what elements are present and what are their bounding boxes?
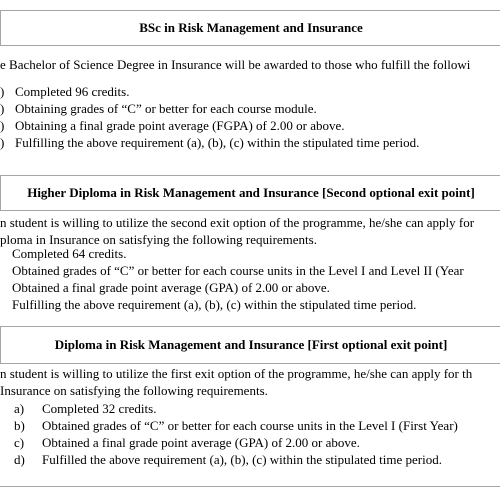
section-title: BSc in Risk Management and Insurance xyxy=(139,20,363,35)
section-divider xyxy=(0,486,500,487)
section-intro: Insurance on satisfying the following requirements. xyxy=(0,383,268,398)
list-item: Obtained a final grade point average (GPA) of 2.00 or above. xyxy=(12,280,330,295)
list-item: Completed 96 credits. xyxy=(15,84,130,99)
section-intro: e Bachelor of Science Degree in Insurance will be awarded to those who fulfill the followi xyxy=(0,57,471,72)
list-item: Obtaining a final grade point average (FGPA) of 2.00 or above. xyxy=(15,118,345,133)
list-item: Fulfilled the above requirement (a), (b), (c) within the stipulated time period. xyxy=(42,452,442,467)
section-header-bsc xyxy=(0,10,500,46)
list-marker: a) xyxy=(14,401,25,416)
list-marker: b) xyxy=(14,418,25,433)
section-header-higher-diploma xyxy=(0,175,500,211)
list-item: Fulfilling the above requirement (a), (b), (c) within the stipulated time period. xyxy=(15,135,420,150)
section-intro: ploma in Insurance on satisfying the following requirements. xyxy=(0,232,317,247)
section-intro: n student is willing to utilize the first exit option of the programme, he/she can apply for th xyxy=(0,366,473,381)
section-intro: n student is willing to utilize the second exit option of the programme, he/she can apply for xyxy=(0,215,475,230)
list-marker: c) xyxy=(14,435,25,450)
list-marker: ) xyxy=(0,135,5,150)
section-header-diploma xyxy=(0,326,500,364)
list-marker: d) xyxy=(14,452,25,467)
section-title: Higher Diploma in Risk Management and Insurance [Second optional exit point] xyxy=(27,185,475,200)
list-item: Completed 32 credits. xyxy=(42,401,157,416)
list-item: Obtained grades of “C” or better for each course units in the Level I (First Year) xyxy=(42,418,458,433)
list-marker: ) xyxy=(0,84,5,99)
list-marker: ) xyxy=(0,101,5,116)
list-item: Completed 64 credits. xyxy=(12,246,127,261)
list-item: Obtained a final grade point average (GPA) of 2.00 or above. xyxy=(42,435,360,450)
list-item: Obtained grades of “C” or better for each course units in the Level I and Level II (Year xyxy=(12,263,464,278)
section-title: Diploma in Risk Management and Insurance [First optional exit point] xyxy=(54,337,448,352)
list-item: Obtaining grades of “C” or better for each course module. xyxy=(15,101,317,116)
list-marker: ) xyxy=(0,118,5,133)
list-item: Fulfilling the above requirement (a), (b), (c) within the stipulated time period. xyxy=(12,297,417,312)
